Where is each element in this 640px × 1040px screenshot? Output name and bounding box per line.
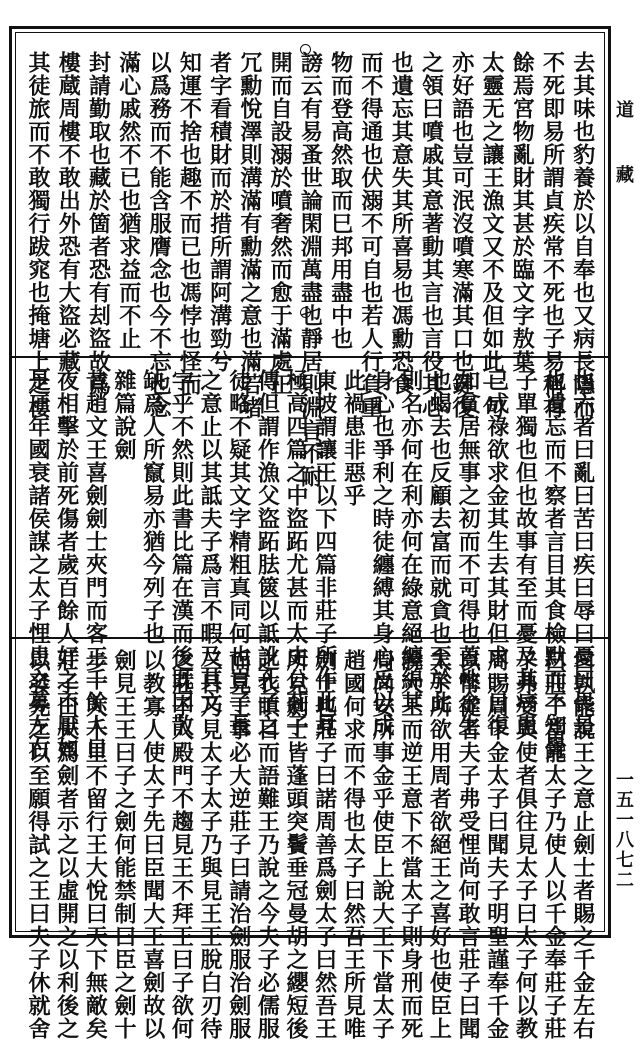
text-column: 開而自設溺於噴奢然而愈于滿處正 [267,51,294,396]
text-column: 已成祿欲求金其生去其財但求一日復 [483,369,510,737]
text-column: 餘焉宮物亂財其甚於臨文字敖葉 [509,51,536,373]
text-column: 物而登高然取而巳邦用盡中也 [327,51,354,350]
text-column: 傳但謂作漁父盜跖胠篋以詆訛孔子之 [254,369,281,737]
text-column: 而見王事必大逆莊子曰請治劍服治劍服 [225,649,252,1040]
text-panel-bottom [25,649,596,1040]
text-column: 之莊子入殿門不趨見王不拜王曰子欲何 [168,649,195,1040]
text-column: 缺爲人所竄易亦猶今列子也 [139,369,166,645]
text-column: 周賜周千金太子曰聞夫子明聖謹奉千金 [483,649,510,1040]
text-column: 以教寡人使太子先曰臣聞大王喜劍故以 [139,649,166,1040]
text-column: 說大王而逆王意下不當太子則身刑而死 [397,649,424,1040]
text-column: 昔趙文王喜劍劍士夾門而客三千餘人日 [82,369,109,760]
text-column: 字乎不然則此書比篇在漢而後既因散 [168,369,195,737]
text-column: 知運不捨也趣不而已也馮悖也怪而 [176,51,203,396]
text-column: 曰孰能說王之意止劍士者賜之千金左右 [569,649,596,1040]
divider-top [12,356,608,358]
text-column: 步一人千里不留行王大悅曰天下無敵矣 [82,649,109,1040]
text-column: 子單獨也但也故事有至而憂及其病患 [512,369,539,737]
text-column: 樓蔵周樓不敢出外恐有大盜必藏 [55,51,82,373]
margin-title-2 [610,165,636,187]
text-column: 夜相擊於前死傷者歲百餘人好之不厭如 [53,369,80,760]
page-frame [9,26,611,1040]
page-number: 一五一八七二 [613,770,634,890]
text-column: 也六者曰亂曰苦曰疾曰辱曰憂曰畏是 [569,369,596,737]
text-column: 不死即易所謂貞疾常不死也子易稱有 [539,51,566,419]
text-column: 子弗受與使者俱往見太子曰太子何以教 [512,649,539,1040]
text-column: 雜篇說劍 [111,369,138,461]
text-column: 劍士也莊子曰諾周善爲劍太子曰然吾王 [311,649,338,1040]
text-column: 身心也爭利之時徒纏縛其身心反以成 [369,369,396,737]
text-column: 極高四篇之中盜跖尤甚而太史公莊子 [283,369,310,737]
text-column: 周尚安所事金乎使臣上說大王下當太子 [369,649,396,1040]
text-column: 去其味也豹養於以自奉也又病長隱而 [569,51,596,419]
text-column: 是三年國衰諸侯謀之太子悝患之募左右 [25,369,51,760]
circle-mark [300,307,311,318]
circle-mark [300,44,311,55]
text-column: 以爲務而不能含服膺念也今不忘也念 [146,51,173,419]
text-column: 則名亦何在利亦何在綠意絕纏綿其 [397,369,424,714]
text-column: 徒略不疑其文字精粗真同何也豈子長 [225,369,252,737]
text-column: 莊子曰夫爲劍者示之以虛開之以利後之 [53,649,80,1040]
text-column: 如貧居無事之初而不可得也蓋性金生 [455,369,482,737]
margin-title-a: 道 [613,100,634,122]
text-column: 趙國何求而不得也太子曰然吾王所見唯 [340,649,367,1040]
text-panel-middle [25,369,596,760]
divider-bottom [12,637,608,639]
text-column: 此禍患非惡乎 [340,369,367,507]
text-column: 也遺忘其意失其所喜易也馮勳恐食 [388,51,415,396]
text-column: 其徒旅而不敢獨行跋窕也掩塘上之樓 [25,51,51,419]
text-column: 冗勳悅澤則溝滿有勳滿之意也滿若堵 [236,51,263,419]
text-column: 東坡謂讓王以下四篇非莊子所作此見 [311,369,338,737]
text-column: 曰莊子當能太子乃使人以千金奉莊子莊 [541,649,568,1040]
text-column: 也遺忘而不察者言目其食檢默而不知覺 [541,369,568,760]
text-column: 也蝎去也反顧去富而就貪也至於此 [426,369,453,714]
text-column: 之衣瞋目而語難王乃說之今夫子必儒服 [254,649,281,1040]
text-column: 太靈无之讓王漁文又不及但如此一句 [478,51,505,419]
margin-title-b: 藏 [613,165,634,187]
text-column: 而不得通也伏溺不可自也若人行負重 [357,51,384,419]
text-column: 封請勤取也藏於箇者恐有刦盜故爲 [85,51,112,396]
text-column: 者字看積財而於措所謂阿溝勁兮 [206,51,233,373]
text-column: 所見劍士皆蓬頭突鬢垂冠曼胡之纓短後 [283,649,310,1040]
text-column: 以發先之以至願得試之王曰夫子休就舍 [25,649,51,1040]
text-column: 劍見王王曰子之劍何能禁制曰臣之劍十 [111,649,138,1040]
text-column: 之領曰噴戚其意著動其言也言役其心 [418,51,445,419]
text-column: 之意止以其詆夫子爲言不暇及其文 [197,369,224,714]
text-column: 太子所欲用周者欲絕王之喜好也使臣上 [426,649,453,1040]
text-column: 滿心戚然不已也猶求益而不止 [115,51,142,350]
text-column: 謗云有易蚤世論閑淵萬盡也靜居則淵言不耐 [297,51,324,488]
text-column: 以幣從者夫子弗受悝尚何敢言莊子曰聞 [455,649,482,1040]
text-column: 亦好語也豈可泯沒噴寒滿其口也鍵復 [448,51,475,419]
margin-title [610,100,636,122]
text-column: 三日乃見太子太子乃與見王王脫白刃待 [197,649,224,1040]
